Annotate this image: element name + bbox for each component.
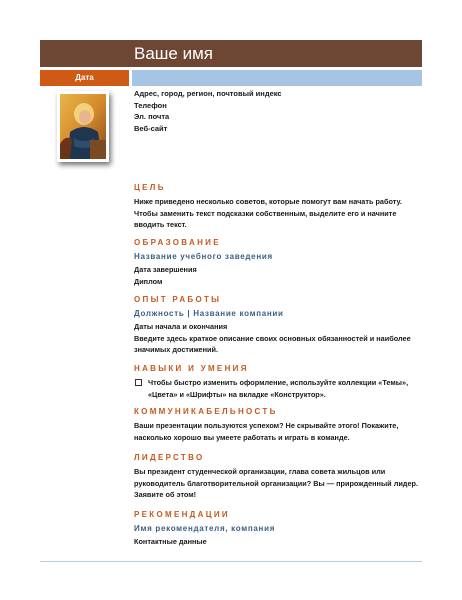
name-bar xyxy=(40,40,422,67)
education-section xyxy=(134,237,420,287)
skills-section xyxy=(134,363,420,400)
skills-item[interactable] xyxy=(134,377,420,400)
bullet-checkbox-icon xyxy=(135,379,142,386)
communication-text[interactable]: Ваши презентации пользуются успехом? Не скрывайте этого! Покажите, насколько хорошо вы умеете работать и играть в команде. xyxy=(134,421,399,442)
experience-title[interactable]: Должность | Название компании xyxy=(134,309,284,318)
objective-section xyxy=(134,182,420,231)
leadership-heading: ЛИДЕРСТВО xyxy=(134,453,205,462)
references-name[interactable]: Имя рекомендателя, компания xyxy=(134,524,276,533)
contact-email[interactable]: Эл. почта xyxy=(134,112,170,121)
bottom-divider xyxy=(40,561,422,562)
profile-photo[interactable] xyxy=(57,91,109,162)
education-date[interactable]: Дата завершения xyxy=(134,265,197,274)
references-heading: РЕКОМЕНДАЦИИ xyxy=(134,510,230,519)
contact-block xyxy=(134,88,282,134)
communication-section xyxy=(134,406,420,443)
education-degree[interactable]: Диплом xyxy=(134,276,163,286)
experience-section xyxy=(134,294,420,356)
education-school[interactable]: Название учебного заведения xyxy=(134,252,273,261)
contact-website[interactable]: Веб-сайт xyxy=(134,123,168,133)
references-section xyxy=(134,509,420,548)
accent-bar xyxy=(132,70,422,86)
photo-image xyxy=(60,94,106,159)
experience-heading: ОПЫТ РАБОТЫ xyxy=(134,295,222,304)
objective-text[interactable]: Ниже приведено несколько советов, которые помогут вам начать работу. Чтобы заменить текст подсказки собственным, выделите его и начните вводить текст. xyxy=(134,197,402,230)
contact-address[interactable]: Адрес, город, регион, почтовый индекс xyxy=(134,89,282,98)
leadership-section xyxy=(134,452,420,501)
skills-heading: НАВЫКИ И УМЕНИЯ xyxy=(134,364,249,373)
contact-phone[interactable]: Телефон xyxy=(134,100,167,110)
resume-name[interactable]: Ваше имя xyxy=(134,44,213,63)
experience-dates[interactable]: Даты начала и окончания xyxy=(134,322,228,331)
communication-heading: КОММУНИКАБЕЛЬНОСТЬ xyxy=(134,407,278,416)
leadership-text[interactable]: Вы президент студенческой организации, глава совета жильцов или руководитель благотворительной организации? Вы — прирожденный лидер. Заявите об этом! xyxy=(134,467,418,500)
date-label[interactable]: Дата xyxy=(75,73,94,82)
skills-item-text: Чтобы быстро изменить оформление, используйте коллекции «Темы», «Цвета» и «Шрифты» на вкладке «Конструктор». xyxy=(148,378,409,399)
education-heading: ОБРАЗОВАНИЕ xyxy=(134,238,221,247)
references-contact[interactable]: Контактные данные xyxy=(134,537,207,546)
experience-description[interactable]: Введите здесь краткое описание своих основных обязанностей и наиболее значимых достижений. xyxy=(134,333,411,355)
objective-heading: ЦЕЛЬ xyxy=(134,183,166,192)
